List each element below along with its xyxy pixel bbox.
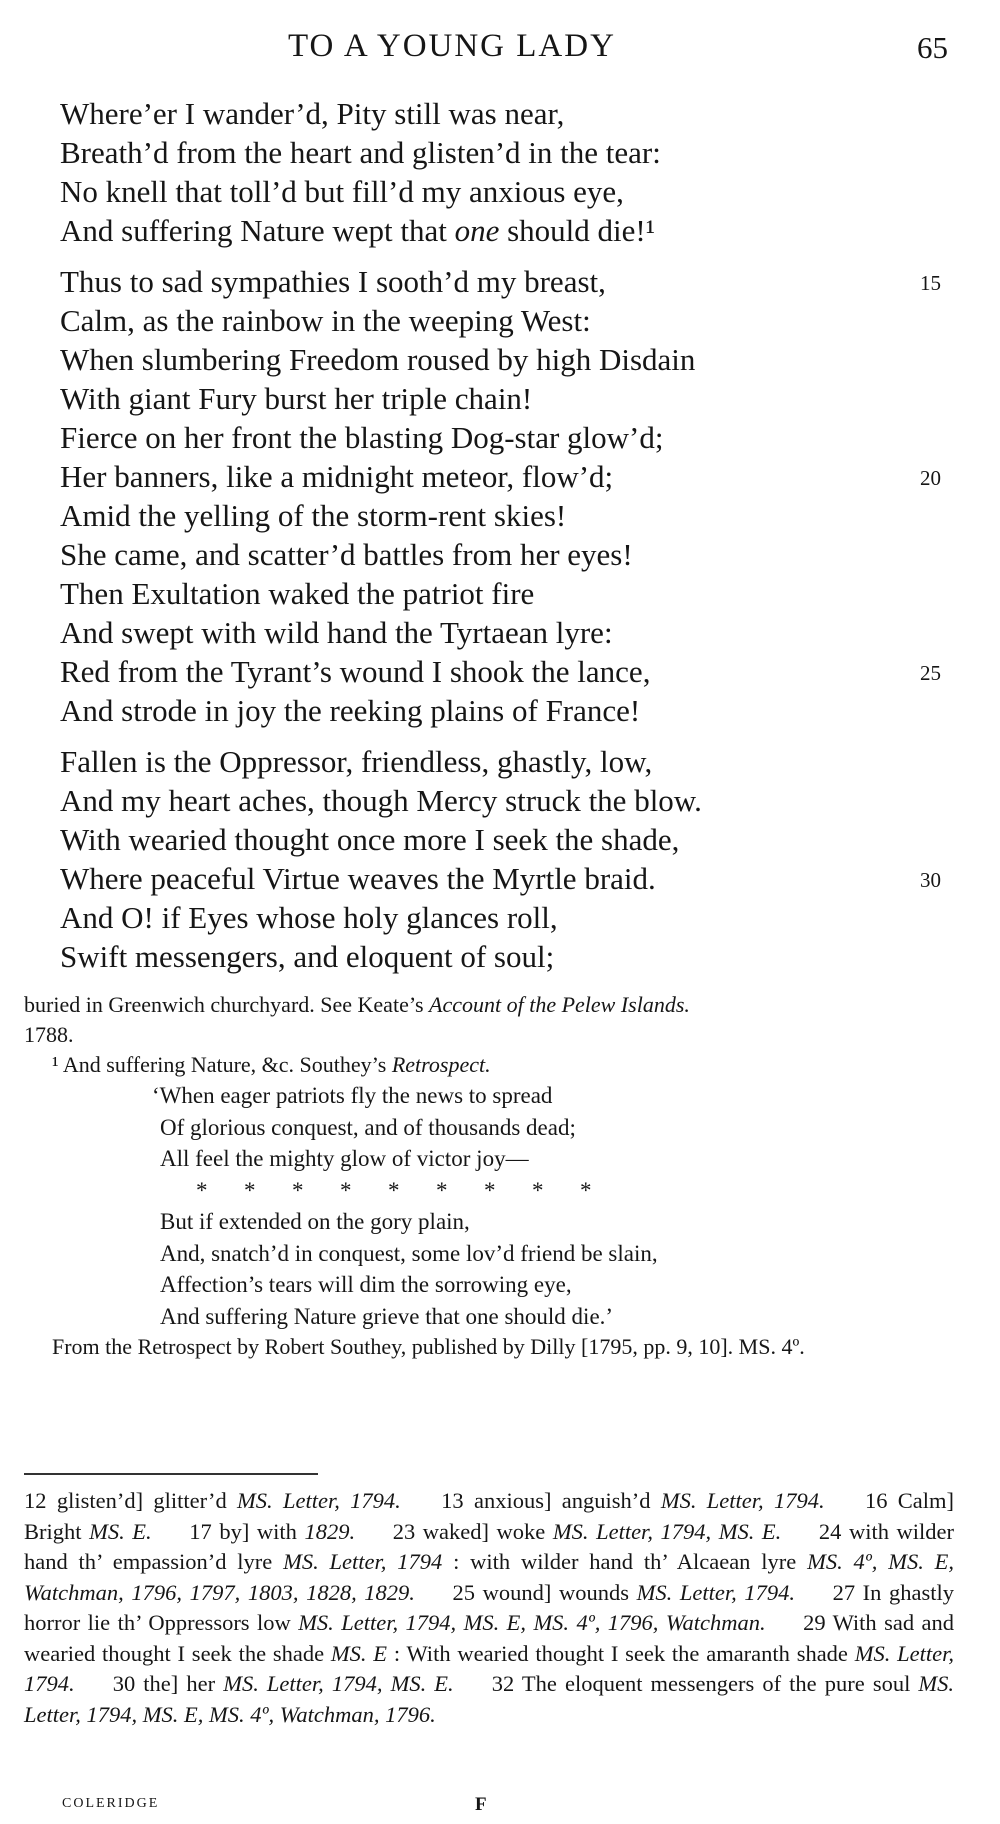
quote-line: Of glorious conquest, and of thousands dead; (160, 1114, 576, 1140)
verse-line: Swift messengers, and eloquent of soul; (60, 939, 555, 974)
verse-line: Where’er I wander’d, Pity still was near, (60, 96, 565, 131)
variant-reading: 16 Calm] Bright MS. E. (24, 1488, 955, 1544)
footnote-quotation (24, 1080, 954, 1332)
quote-line: But if extended on the gory plain, (160, 1209, 470, 1234)
gathering-letter: F (475, 1794, 487, 1815)
verse-line: Fallen is the Oppressor, friendless, ghastly, low, (60, 744, 653, 779)
verse-line: And O! if Eyes whose holy glances roll, (60, 900, 558, 935)
quote-line: And suffering Nature grieve that one should die.’ (160, 1303, 614, 1329)
verse-line: Breath’d from the heart and glisten’d in the tear: (60, 135, 661, 170)
stanza (60, 94, 960, 250)
line-number: 15 (920, 271, 941, 295)
footnote-continuation: buried in Greenwich churchyard. See Keate’s Account of the Pelew Islands. 1788. (24, 992, 690, 1047)
poem-text (60, 94, 960, 988)
variant-reading: 12 glisten’d] glitter’d MS. Letter, 1794. (24, 1488, 401, 1513)
stanza (60, 742, 960, 976)
page-footer (0, 1796, 1000, 1820)
verse-line: She came, and scatter’d battles from her eyes! (60, 537, 633, 572)
verse-line: Then Exultation waked the patriot fire (60, 576, 535, 611)
verse-line: And swept with wild hand the Tyrtaean lyre: (60, 615, 613, 650)
variant-reading: 24 with wilder hand th’ empassion’d lyre MS. Letter, 1794 : with wilder hand th’ Alcaean lyre MS. 4º, MS. E, Watchman, 1796, 1797, 1803, 1828, 1829. (24, 1518, 955, 1605)
verse-line: Amid the yelling of the storm-rent skies! (60, 498, 567, 533)
verse-line: Her banners, like a midnight meteor, flow’d; 20 (60, 457, 960, 496)
variant-reading: 32 The eloquent messengers of the pure soul MS. Letter, 1794, MS. E, MS. 4º, Watchman, 1796. (24, 1671, 955, 1727)
quote-line: And, snatch’d in conquest, some lov’d friend be slain, (160, 1240, 658, 1266)
variant-reading: 25 wound] wounds MS. Letter, 1794. (452, 1579, 795, 1605)
verse-line: When slumbering Freedom roused by high Disdain (60, 342, 696, 377)
line-number: 20 (920, 466, 941, 490)
verse-line: Red from the Tyrant’s wound I shook the lance, 25 (60, 652, 960, 691)
footnote-1: ¹ And suffering Nature, &c. Southey’s Retrospect. (52, 1052, 491, 1077)
footnote-divider (24, 1473, 318, 1475)
variant-reading: 17 by] with 1829. (189, 1518, 356, 1544)
verse-line: Where peaceful Virtue weaves the Myrtle braid. 30 (60, 859, 960, 898)
line-number: 25 (920, 661, 941, 685)
variant-reading: 29 With sad and wearied thought I seek the shade MS. E : With wearied thought I seek the amaranth shade MS. Letter, 1794. (24, 1610, 955, 1696)
verse-line: Thus to sad sympathies I sooth’d my breast, 15 (60, 262, 960, 301)
quote-line: Affection’s tears will dim the sorrowing eye, (160, 1272, 572, 1297)
page-header (0, 28, 1000, 68)
stanza (60, 262, 960, 730)
footnotes (24, 990, 954, 1362)
verse-line: And suffering Nature wept that one should die!¹ (60, 213, 656, 248)
verse-line: No knell that toll’d but fill’d my anxious eye, (60, 174, 624, 209)
ellipsis-stars: * * * * * * * * * (196, 1177, 592, 1203)
verse-line: With giant Fury burst her triple chain! (60, 381, 533, 416)
verse-line: With wearied thought once more I seek the shade, (60, 822, 680, 857)
verse-line: Fierce on her front the blasting Dog-star glow’d; (60, 420, 664, 455)
page-number: 65 (917, 30, 948, 65)
variant-reading: 23 waked] woke MS. Letter, 1794, MS. E. (392, 1518, 782, 1544)
quote-line: ‘When eager patriots fly the news to spread (152, 1083, 553, 1108)
variant-reading: 30 the] her MS. Letter, 1794, MS. E. (112, 1671, 454, 1696)
verse-line: Calm, as the rainbow in the weeping West: (60, 303, 591, 338)
variant-reading: 13 anxious] anguish’d MS. Letter, 1794. (441, 1488, 825, 1513)
variant-reading: 27 In ghastly horror lie th’ Oppressors low MS. Letter, 1794, MS. E, MS. 4º, 1796, Watchman. (24, 1579, 955, 1635)
signature-mark: COLERIDGE (62, 1796, 160, 1811)
running-title: TO A YOUNG LADY (288, 28, 616, 64)
verse-line: And my heart aches, though Mercy struck the blow. (60, 783, 702, 818)
footnote-source: From the Retrospect by Robert Southey, published by Dilly [1795, pp. 9, 10]. MS. 4º. (52, 1334, 805, 1359)
variant-readings (24, 1486, 954, 1730)
verse-line: And strode in joy the reeking plains of France! (60, 693, 641, 728)
line-number: 30 (920, 868, 941, 892)
quote-line: All feel the mighty glow of victor joy— (160, 1146, 529, 1171)
